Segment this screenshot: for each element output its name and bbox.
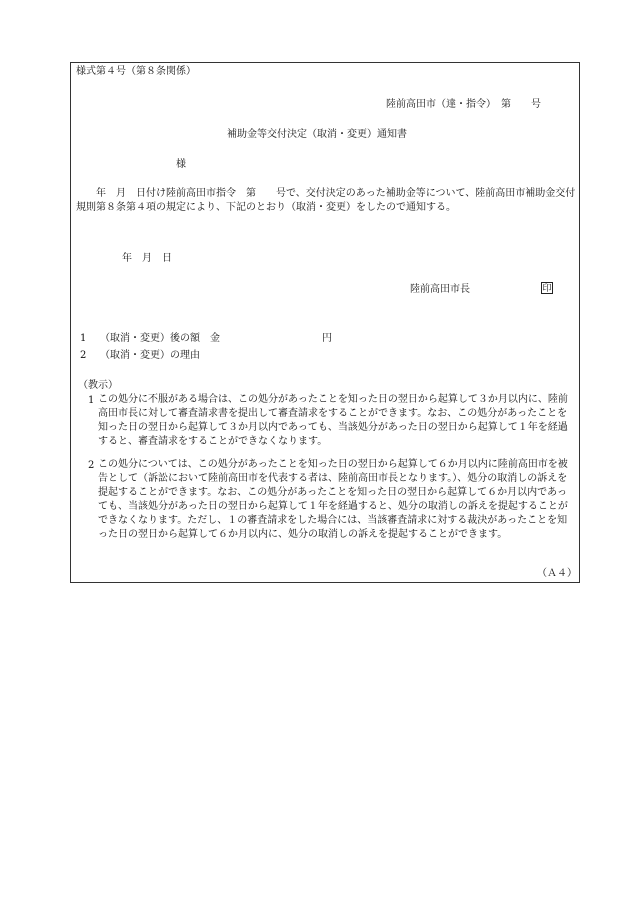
addressee-suffix: 様: [176, 159, 186, 170]
item-2-text: （取消・変更）の理由: [100, 350, 200, 361]
issuer-line: 陸前高田市（達・指令） 第 号: [386, 99, 541, 110]
item-1-unit: 円: [322, 333, 332, 344]
item-1-text: （取消・変更）後の額 金: [100, 333, 220, 344]
document-title: 補助金等交付決定（取消・変更）通知書: [227, 129, 407, 140]
item-1-number: 1: [80, 333, 87, 344]
form-label: 様式第４号（第８条関係）: [76, 66, 196, 77]
instruction-1-number: 1: [88, 395, 95, 406]
seal-mark: 印: [542, 284, 552, 294]
mayor-title: 陸前高田市長: [410, 284, 470, 295]
body-paragraph: 年 月 日付け陸前高田市指令 第 号で、交付決定のあった補助金等について、陸前高田市補助金交付規則第８条第４項の規定により、下記のとおり（取消・変更）をしたので通知する。: [76, 188, 576, 213]
instruction-2-text: この処分については、この処分があったことを知った日の翌日から起算して６か月以内に陸前高田市を被告として（訴訟において陸前高田市を代表する者は、陸前高田市長となります。）、処分の取消しの訴えを提起することができます。なお、この処分があったことを知った日の翌日から起算して６か月以内であっても、当該処分があった日の翌日から起算して１年を経過すると、処分の取消しの訴えを提起することができなくなります。ただし、１の審査請求をした場合には、当該審査請求に対する裁決があったことを知った日の翌日から起算して６か月以内に、処分の取消しの訴えを提起することができます。: [98, 459, 568, 540]
instruction-1-text: この処分に不服がある場合は、この処分があったことを知った日の翌日から起算して３か月以内に、陸前高田市長に対して審査請求書を提出して審査請求をすることができます。なお、この処分があったことを知った日の翌日から起算して３か月以内であっても、当該処分があった日の翌日から起算して１年を経過すると、審査請求をすることができなくなります。: [98, 394, 568, 447]
instruction-heading: （教示）: [78, 380, 118, 391]
instruction-2-number: 2: [88, 460, 95, 471]
item-2-number: 2: [80, 350, 87, 361]
date-line: 年 月 日: [122, 253, 172, 264]
paper-size-label: （Ａ４）: [537, 568, 577, 579]
